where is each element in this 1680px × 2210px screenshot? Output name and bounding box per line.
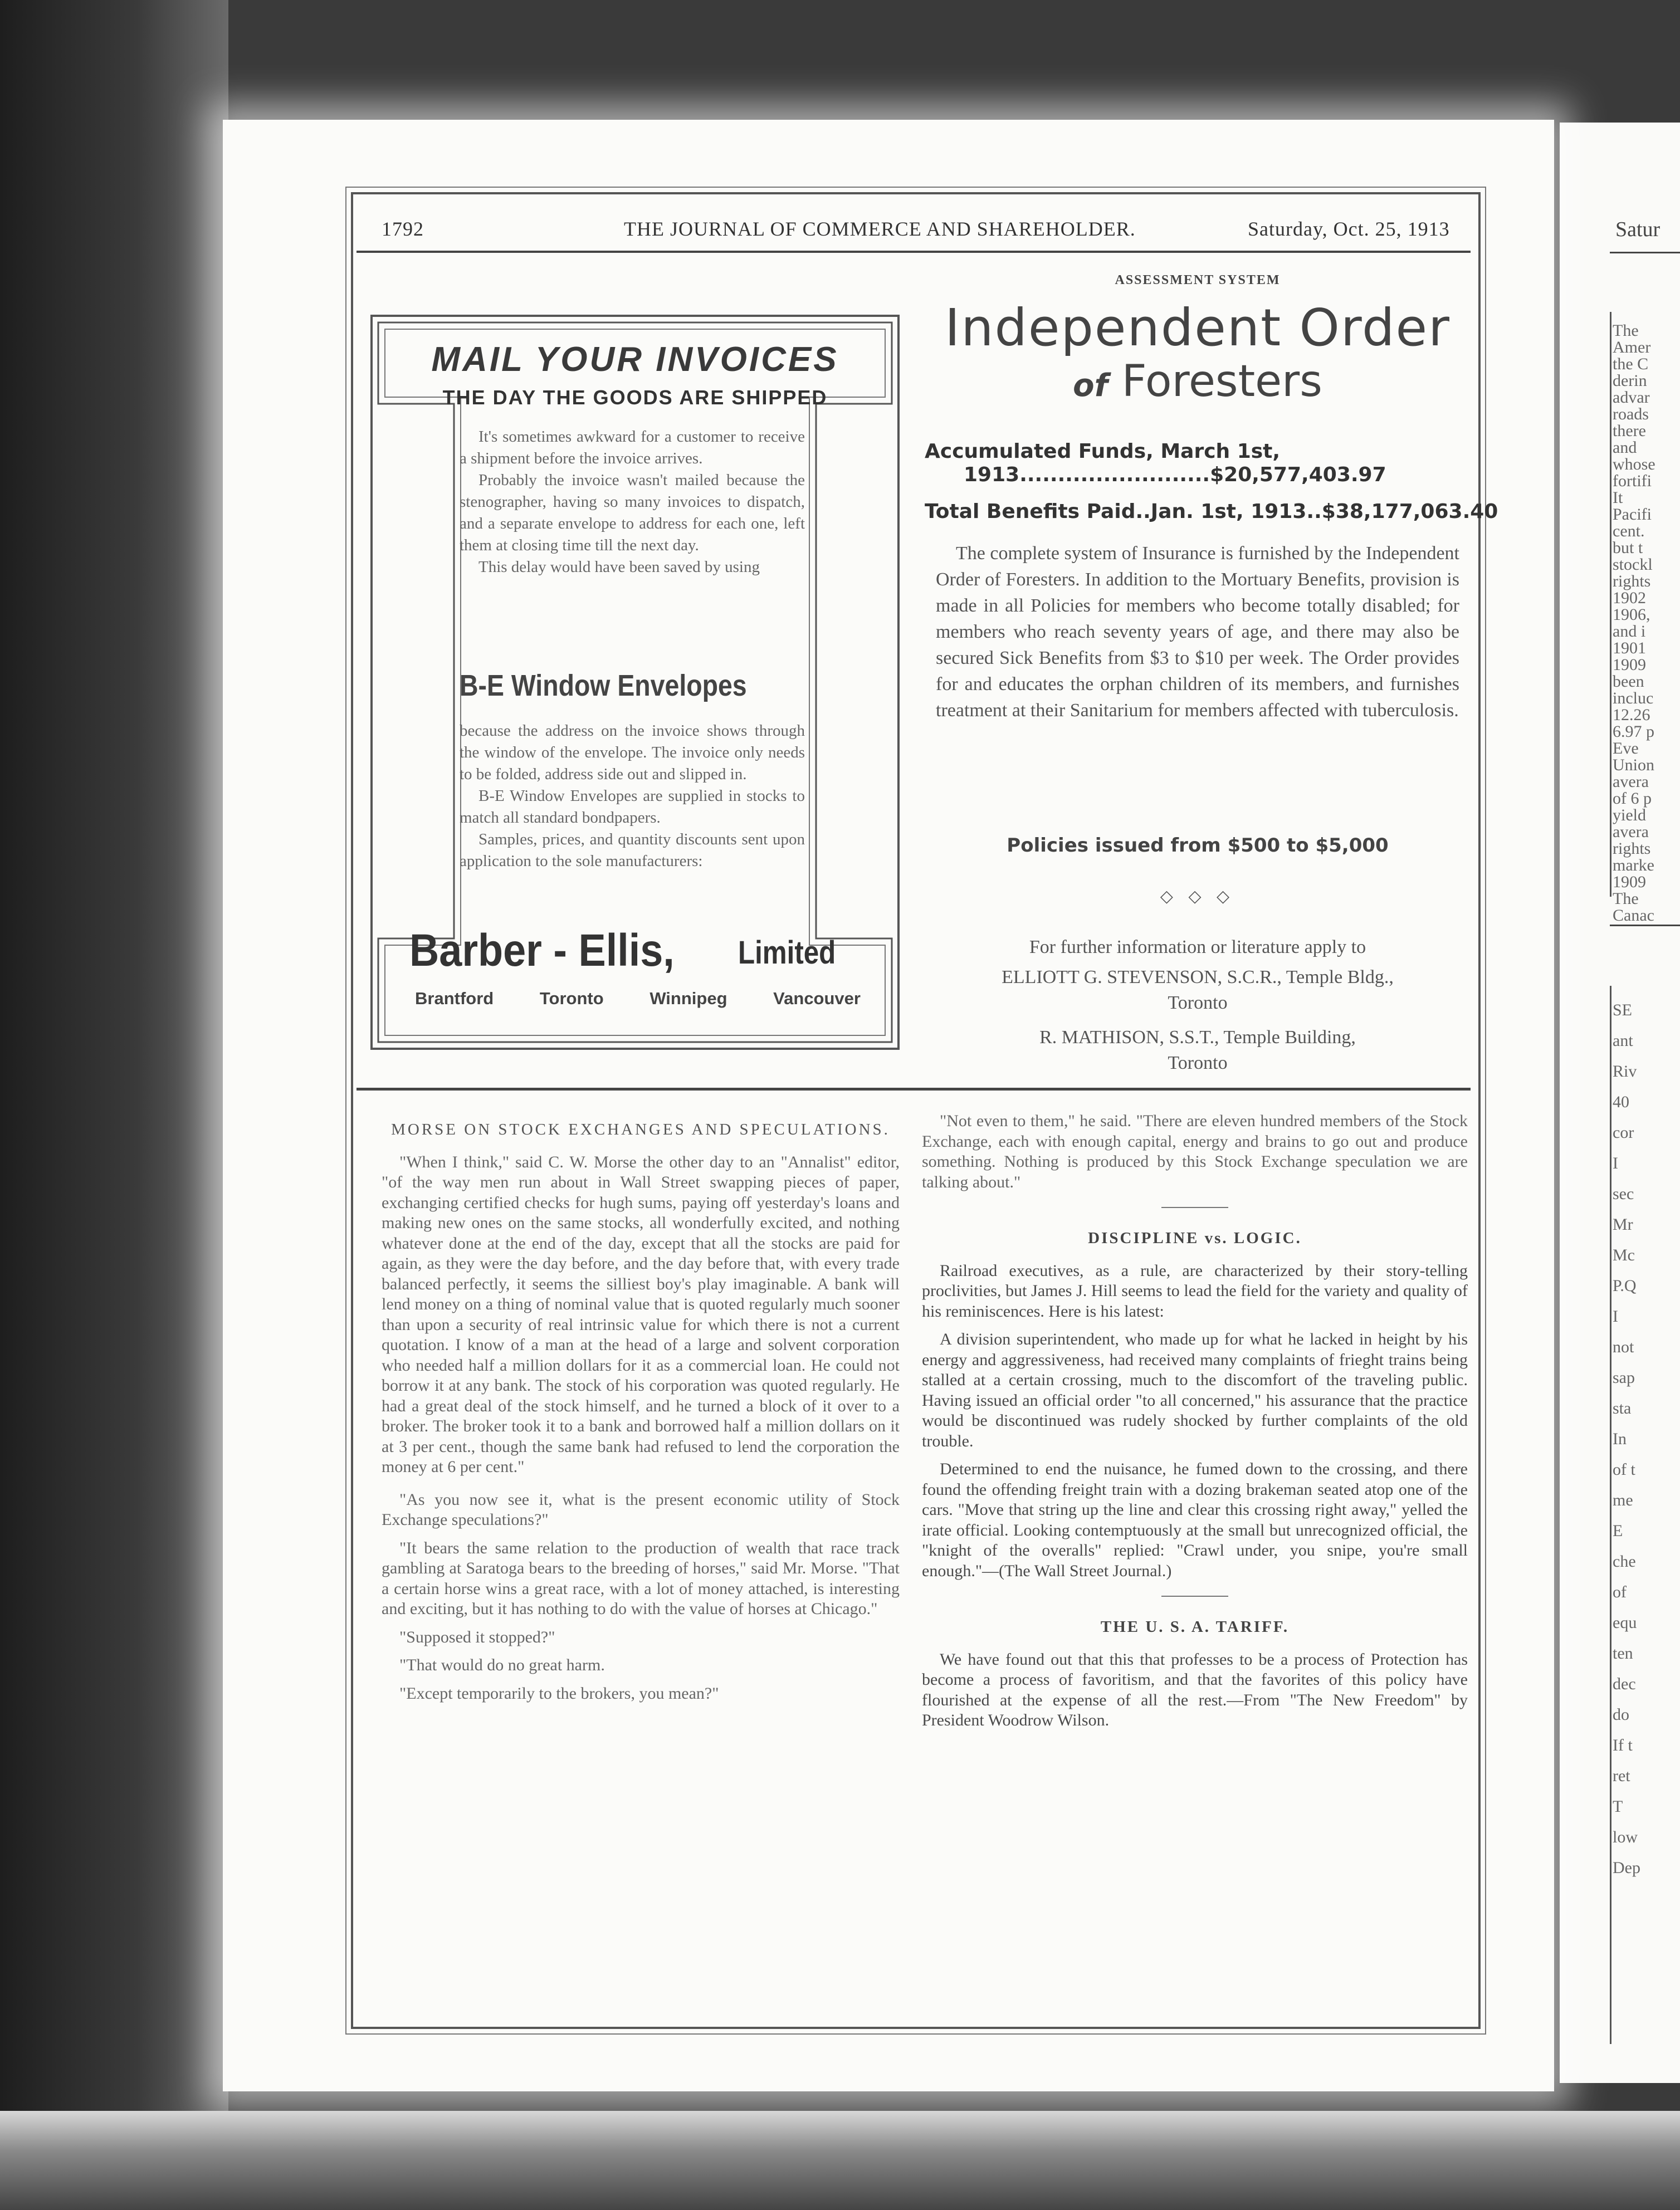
advert-copy-top <box>460 426 805 578</box>
fragment-text: whose <box>1613 455 1655 473</box>
article-paragraph: "As you now see it, what is the present economic utility of Stock Exchange speculations?" <box>382 1490 900 1529</box>
fragment-text: marke <box>1613 856 1654 874</box>
advert-title-line2 <box>919 356 1476 407</box>
advert-copy-bottom <box>460 720 805 872</box>
discipline-paragraph: A division superintendent, who made up for what he lacked in height by his energy and aggressiveness, had received many complaints of frieght trains being stalled at a certain crossing, much to the discomfort of the traveling public. Having issued an official order "to all concerned," his assurance that the practice would be discontinued was rudely shocked by further complaints of the old trouble. <box>922 1330 1468 1450</box>
company-name: Barber - Ellis, <box>409 925 675 976</box>
discipline-heading: DISCIPLINE vs. LOGIC. <box>1088 1229 1302 1247</box>
advert-kicker: ASSESSMENT SYSTEM <box>1115 273 1281 287</box>
article-paragraph: "Except temporarily to the brokers, you mean?" <box>399 1684 719 1703</box>
fragment-text: the C <box>1613 355 1649 373</box>
fragment-text: and <box>1613 438 1637 457</box>
fragment-text: and i <box>1613 622 1646 640</box>
fragment-text: Amer <box>1613 338 1651 356</box>
fragment-text: I <box>1613 1154 1618 1172</box>
fragment-text: che <box>1613 1552 1636 1571</box>
fragment-text: yield <box>1613 806 1646 824</box>
fragment-text: rights <box>1613 572 1651 590</box>
title-foresters: Foresters <box>1121 356 1322 407</box>
title-of: of <box>1073 368 1108 404</box>
fragment-text: rights <box>1613 839 1651 858</box>
fragment-text: T <box>1613 1797 1623 1816</box>
fragment-text: do <box>1613 1705 1629 1724</box>
discipline-paragraph: Determined to end the nuisance, he fumed down to the crossing, and there found the offending freight train with a dozing brakeman seated atop one of the cars. "Move that string up the line and clear this crossing right away," yelled the irate official. Looking contemptuously at the small but unrecognized official, the "knight of the overalls" replied: "Crawl under, you snipe, you're small enough."—(The Wall Street Journal.) <box>922 1460 1468 1580</box>
company-cities <box>415 989 861 1009</box>
fragment-text: E <box>1613 1522 1623 1540</box>
adjacent-page-edge <box>1560 123 1680 2083</box>
article-paragraph: "It bears the same relation to the production of wealth that race track gambling at Saratoga bears to the breeding of horses," said Mr. Morse. "That a certain horse wins a great race, with a lot of money attached, is interesting and exciting, but it has nothing to do with the value of horses at Chicago." <box>382 1538 900 1618</box>
fragment-text: 1909 <box>1613 873 1646 891</box>
tariff-heading: THE U. S. A. TARIFF. <box>1100 1618 1290 1636</box>
fragment-text: In <box>1613 1430 1627 1448</box>
fragment-text: of <box>1613 1583 1627 1601</box>
adjacent-running-head: Satur <box>1615 218 1661 241</box>
fragment-text: cor <box>1613 1123 1634 1142</box>
issue-date: Saturday, Oct. 25, 1913 <box>1248 218 1450 240</box>
advert-paragraph: B-E Window Envelopes are supplied in stocks to match all standard bondpapers. <box>460 787 805 827</box>
fragment-text: of t <box>1613 1460 1635 1479</box>
adjacent-header-rule <box>1610 252 1680 253</box>
article-paragraph: "That would do no great harm. <box>399 1656 605 1674</box>
fragment-text: ret <box>1613 1767 1630 1785</box>
fragment-text: It <box>1613 488 1623 507</box>
advert-subheadline: THE DAY THE GOODS ARE SHIPPED <box>442 386 828 409</box>
fragment-text: 1909 <box>1613 656 1646 674</box>
fragment-text: been <box>1613 672 1644 691</box>
article-separator <box>1161 1596 1228 1597</box>
advert-paragraph: It's sometimes awkward for a customer to receive a shipment before the invoice arrives. <box>460 428 805 467</box>
article-separator <box>1161 1207 1228 1208</box>
city: Vancouver <box>773 989 861 1008</box>
fragment-text: sta <box>1613 1399 1632 1417</box>
advert-title: Independent Order <box>945 298 1451 358</box>
advert-paragraph: This delay would have been saved by using <box>478 558 760 576</box>
section-rule <box>356 1088 1471 1091</box>
fragment-text: P.Q <box>1613 1277 1637 1295</box>
article-paragraph: "Supposed it stopped?" <box>399 1627 555 1646</box>
journal-title: THE JOURNAL OF COMMERCE AND SHAREHOLDER. <box>624 218 1136 240</box>
fragment-text: Canac <box>1613 906 1654 925</box>
advert-body: The complete system of Insurance is furnished by the Independent Order of Foresters. In addition to the Mortuary Benefits, provision is made in all Policies for members who become totally disabled; for members who reach seventy years of age, and there may also be secured Sick Benefits from $3 to $10 per week. The Order provides for and educates the orphan children of its members, and furnishes treatment at their Sanitarium for members affected with tuberculosis. <box>936 543 1459 721</box>
fragment-text: Riv <box>1613 1062 1637 1080</box>
fragment-text: If t <box>1613 1736 1633 1754</box>
fragment-text: Pacifi <box>1613 505 1652 524</box>
benefits-line: Total Benefits Paid..Jan. 1st, 1913..$38,177,063.40 <box>925 500 1498 523</box>
fragment-text: roads <box>1613 405 1649 423</box>
fragment-text: avera <box>1613 823 1649 841</box>
article-paragraph: "When I think," said C. W. Morse the other day to an "Annalist" editor, "of the way men run about in Wall Street swapping pieces of paper, exchanging certified checks for hugh sums, paying off yesterday's loans and making new ones on the same stocks, all wonderfully excited, and nothing whatever done at the end of the day, except that all the stocks are paid for again, as they were the day before, and the day before that, with every trade balanced perfectly, it seems the silliest boy's play imaginable. A bank will lend money on a thing of nominal value that is quoted regularly much sooner than upon a security of real intrinsic value for which there is not a current quotation. I know of a man at the head of a large and solvent corporation who needed half a million dollars for it as a commercial loan. He could not borrow it at any bank. The stock of his corporation was quoted regularly. He had a great deal of the stock himself, and he turned a block of it over to a broker. The broker took it to a bank and borrowed half a million dollars on it at 3 per cent., though the same bank had refused to lend the corporation the money at 6 per cent." <box>382 1152 900 1476</box>
city: Winnipeg <box>649 989 727 1008</box>
fragment-text: 1906, <box>1613 605 1650 624</box>
product-name: B-E Window Envelopes <box>460 669 747 702</box>
city: Toronto <box>539 989 604 1008</box>
fragment-text: fortifi <box>1613 472 1652 490</box>
fragment-text: Union <box>1613 756 1654 774</box>
fragment-text: 1901 <box>1613 639 1646 657</box>
fragment-text: 1902 <box>1613 589 1646 607</box>
fragment-text: The <box>1613 321 1639 340</box>
fragment-text: sec <box>1613 1185 1634 1203</box>
fragment-text: there <box>1613 422 1646 440</box>
fragment-text: of 6 p <box>1613 789 1652 808</box>
fragment-text: Eve <box>1613 739 1639 757</box>
fragment-text: incluc <box>1613 689 1654 707</box>
foresters-advert <box>919 206 1498 1075</box>
newspaper-page <box>223 120 1554 2091</box>
barber-ellis-advert <box>370 315 900 1050</box>
apply-line: For further information or literature apply to <box>1029 937 1366 957</box>
fragment-text: avera <box>1613 772 1649 791</box>
fragment-text: I <box>1613 1307 1618 1326</box>
fragment-text: Mr <box>1613 1215 1633 1234</box>
ornament: ◇ ◇ ◇ <box>1160 887 1235 906</box>
contact-2: R. MATHISON, S.S.T., Temple Building, <box>1039 1027 1356 1048</box>
fragment-text: ten <box>1613 1644 1633 1663</box>
company-suffix: Limited <box>738 935 836 971</box>
scan-backdrop-bottom <box>0 2111 1680 2210</box>
contact-2-city: Toronto <box>1168 1053 1228 1073</box>
morse-continuation: "Not even to them," he said. "There are eleven hundred members of the Stock Exchange, each with enough capital, energy and brains to go out and produce something. Nothing is produced by this Stock Exchange speculation we are talking about." <box>922 1112 1468 1191</box>
policies-line: Policies issued from $500 to $5,000 <box>1007 834 1389 857</box>
advert-paragraph: Probably the invoice wasn't mailed because the stenographer, having so many invoices to dispatch, and a separate envelope to address for each one, left them at closing time till the next day. <box>460 471 805 554</box>
morse-article <box>382 1119 900 1712</box>
fragment-text: 40 <box>1613 1093 1629 1111</box>
article-heading: MORSE ON STOCK EXCHANGES AND SPECULATIONS. <box>391 1121 890 1138</box>
fragment-text: Dep <box>1613 1859 1640 1877</box>
fragment-text: 6.97 p <box>1613 722 1654 741</box>
fragment-text: low <box>1613 1828 1638 1846</box>
tariff-paragraph: We have found out that this that professes to be a process of Protection has become a process of favoritism, and that the favorites of this policy have flourished at the expense of all the rest.—From "The New Freedom" by President Woodrow Wilson. <box>922 1650 1468 1729</box>
fragment-text: Mc <box>1613 1246 1635 1264</box>
advert-paragraph: Samples, prices, and quantity discounts sent upon application to the sole manufacturers: <box>460 830 805 870</box>
city: Brantford <box>415 989 494 1008</box>
funds-line: Accumulated Funds, March 1st, <box>925 440 1281 463</box>
page-number: 1792 <box>382 218 424 240</box>
fragment-text: equ <box>1613 1614 1637 1632</box>
fragment-text: 12.26 <box>1613 706 1650 724</box>
funds-amount: 1913.........................$20,577,403.97 <box>964 463 1386 486</box>
fragment-text: but t <box>1613 539 1643 557</box>
contact-1: ELLIOTT G. STEVENSON, S.C.R., Temple Bldg., <box>1002 967 1394 987</box>
adjacent-box-rule <box>1610 986 1611 2044</box>
adjacent-column-rule <box>1610 312 1611 897</box>
fragment-text: derin <box>1613 371 1647 390</box>
adjacent-section-rule <box>1610 925 1680 926</box>
fragment-text: not <box>1613 1338 1634 1356</box>
fragment-text: sap <box>1613 1368 1635 1387</box>
fragment-text: The <box>1613 889 1639 908</box>
fragment-text: stockl <box>1613 555 1653 574</box>
fragment-text: ant <box>1613 1031 1633 1050</box>
advert-headline: MAIL YOUR INVOICES <box>431 340 839 379</box>
discipline-paragraph: Railroad executives, as a rule, are characterized by their story-telling proclivities, but James J. Hill seems to lead the field for the variety and quality of his reminiscences. Here is his latest: <box>922 1261 1468 1321</box>
fragment-text: dec <box>1613 1675 1636 1693</box>
advert-paragraph: because the address on the invoice shows through the window of the envelope. The invoice only needs to be folded, address side out and slipped in. <box>460 722 805 783</box>
right-column <box>922 1111 1468 1739</box>
scan-backdrop-left <box>0 0 228 2210</box>
fragment-text: advar <box>1613 388 1650 407</box>
fragment-text: SE <box>1613 1001 1633 1019</box>
fragment-text: cent. <box>1613 522 1645 540</box>
contact-1-city: Toronto <box>1168 992 1228 1013</box>
fragment-text: me <box>1613 1491 1633 1509</box>
